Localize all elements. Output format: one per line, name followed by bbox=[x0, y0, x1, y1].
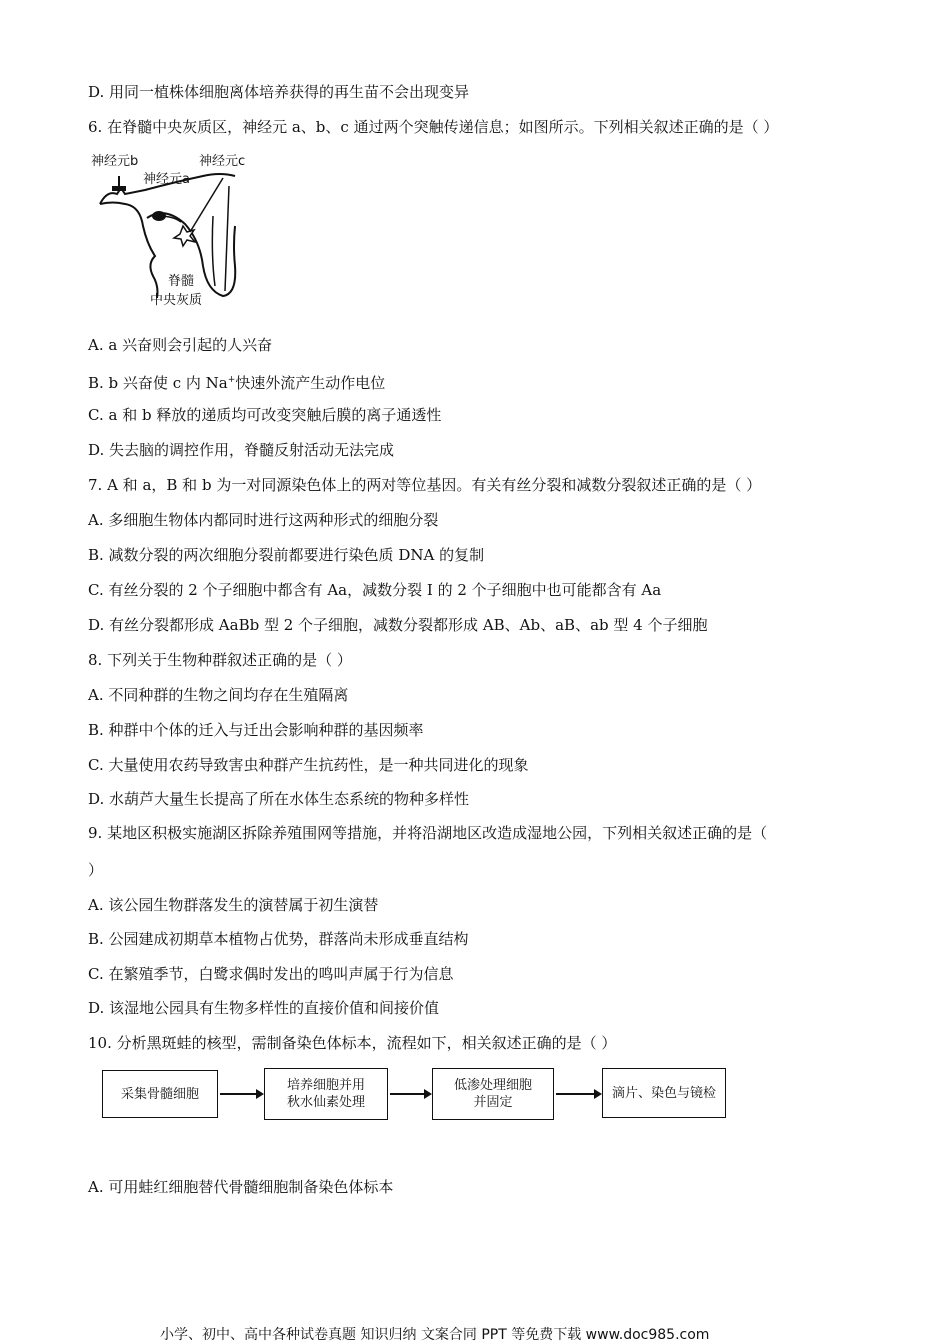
q8-stem: 8. 下列关于生物种群叙述正确的是（ ） bbox=[88, 651, 352, 669]
q8-option-a: A. 不同种群的生物之间均存在生殖隔离 bbox=[88, 686, 349, 704]
q8-option-b: B. 种群中个体的迁入与迁出会影响种群的基因频率 bbox=[88, 721, 424, 739]
q6-stem: 6. 在脊髓中央灰质区，神经元 a、b、c 通过两个突触传递信息；如图所示。下列相关叙述正确的是（ ） bbox=[88, 118, 779, 136]
page-footer: 小学、初中、高中各种试卷真题 知识归纳 文案合同 PPT 等免费下载 www.doc985.com bbox=[160, 1327, 710, 1343]
flow-step-3: 低渗处理细胞 并固定 bbox=[432, 1068, 554, 1120]
flow-step-4: 滴片、染色与镜检 bbox=[602, 1068, 726, 1118]
q5-option-d: D. 用同一植株体细胞离体培养获得的再生苗不会出现变异 bbox=[88, 83, 470, 101]
q9-option-b: B. 公园建成初期草本植物占优势，群落尚未形成垂直结构 bbox=[88, 930, 469, 948]
q6-option-b bbox=[88, 370, 385, 393]
label-neuron-b: 神经元b bbox=[91, 154, 139, 169]
q6-option-b-sup: + bbox=[227, 375, 236, 385]
q7-option-b: B. 减数分裂的两次细胞分裂前都要进行染色质 DNA 的复制 bbox=[88, 546, 485, 564]
q9-option-d: D. 该湿地公园具有生物多样性的直接价值和间接价值 bbox=[88, 999, 440, 1017]
q7-stem: 7. A 和 a，B 和 b 为一对同源染色体上的两对等位基因。有关有丝分裂和减数分裂叙述正确的是（ ） bbox=[88, 476, 762, 494]
q8-option-c: C. 大量使用农药导致害虫种群产生抗药性，是一种共同进化的现象 bbox=[88, 756, 529, 774]
q10-option-a: A. 可用蛙红细胞替代骨髓细胞制备染色体标本 bbox=[88, 1178, 394, 1196]
label-neuron-c: 神经元c bbox=[199, 154, 246, 169]
q7-option-a: A. 多细胞生物体内都同时进行这两种形式的细胞分裂 bbox=[88, 511, 439, 529]
q10-stem: 10. 分析黑斑蛙的核型，需制备染色体标本，流程如下，相关叙述正确的是（ ） bbox=[88, 1034, 617, 1052]
q6-option-b-post: 快速外流产生动作电位 bbox=[235, 374, 386, 392]
label-spinal-cord: 脊髓 bbox=[168, 274, 195, 289]
q9-option-c: C. 在繁殖季节，白鹭求偶时发出的鸣叫声属于行为信息 bbox=[88, 965, 454, 983]
q9-option-a: A. 该公园生物群落发生的演替属于初生演替 bbox=[88, 896, 379, 914]
q9-stem-cont: ） bbox=[88, 861, 104, 879]
flow-step-2: 培养细胞并用 秋水仙素处理 bbox=[264, 1068, 388, 1120]
q6-figure bbox=[91, 146, 255, 311]
label-neuron-a: 神经元a bbox=[143, 172, 190, 187]
q6-option-d: D. 失去脑的调控作用，脊髓反射活动无法完成 bbox=[88, 441, 395, 459]
q7-option-d: D. 有丝分裂都形成 AaBb 型 2 个子细胞，减数分裂都形成 AB、Ab、aB、ab 型 4 个子细胞 bbox=[88, 616, 708, 634]
flow-arrow-2 bbox=[390, 1093, 430, 1095]
q9-stem: 9. 某地区积极实施湖区拆除养殖围网等措施，并将沿湖地区改造成湿地公园，下列相关叙述正确的是（ bbox=[88, 824, 768, 842]
flow-step-1: 采集骨髓细胞 bbox=[102, 1070, 218, 1118]
q8-option-d: D. 水葫芦大量生长提高了所在水体生态系统的物种多样性 bbox=[88, 790, 470, 808]
q6-option-b-pre: B. b 兴奋使 c 内 Na bbox=[88, 374, 228, 392]
flow-arrow-3 bbox=[556, 1093, 600, 1095]
label-central-gray: 中央灰质 bbox=[150, 293, 203, 308]
q7-option-c: C. 有丝分裂的 2 个子细胞中都含有 Aa，减数分裂 I 的 2 个子细胞中也可能都含有 Aa bbox=[88, 581, 662, 599]
q6-option-c: C. a 和 b 释放的递质均可改变突触后膜的离子通透性 bbox=[88, 406, 442, 424]
q6-option-a: A. a 兴奋则会引起的人兴奋 bbox=[88, 336, 273, 354]
flow-arrow-1 bbox=[220, 1093, 262, 1095]
